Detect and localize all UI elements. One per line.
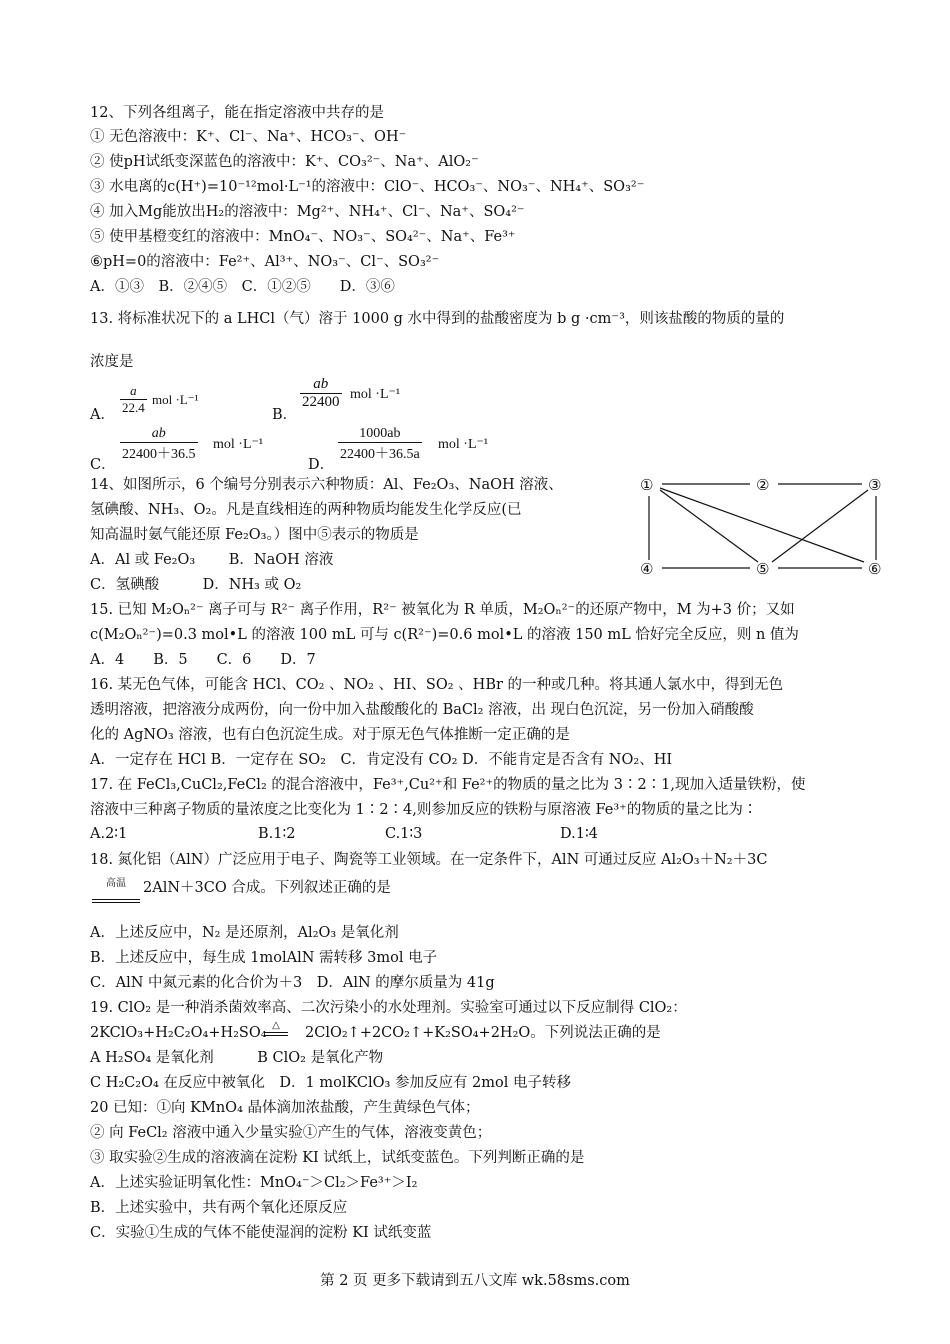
q18-option-b: B．上述反应中，每生成 1molAlN 需转移 3mol 电子 (90, 950, 438, 966)
q16-line-2: 透明溶液，把溶液分成两份，向一份中加入盐酸酸化的 BaCl₂ 溶液，出 现白色沉淀，另一份加入硝酸酸 (90, 702, 754, 718)
q13-unit-c: mol ·L⁻¹ (213, 437, 264, 452)
q14-option-ab: A．Al 或 Fe₂O₃ B．NaOH 溶液 (90, 552, 334, 568)
line-3-5 (772, 490, 868, 562)
line-1-6 (660, 488, 864, 562)
q19-eq-right: 2ClO₂↑+2CO₂↑+K₂SO₄+2H₂O。下列说法正确的是 (305, 1025, 661, 1041)
fraction-denominator: 22400＋36.5a (340, 447, 420, 462)
fraction-numerator: a (120, 383, 147, 400)
q13-unit-a: mol ·L⁻¹ (152, 392, 199, 407)
q19-eq-left: 2KClO₃+H₂C₂O₄+H₂SO₄ (90, 1025, 267, 1041)
q13-stem: 13. 将标准状况下的 a LHCl（气）溶于 1000 g 水中得到的盐酸密度为 b g ·cm⁻³，则该盐酸的物质的量的 (90, 311, 785, 327)
q16-line-1: 16. 某无色气体，可能含 HCl、CO₂ 、NO₂ 、HI、SO₂ 、HBr 的一种或几种。将其通人氯水中，得到无色 (90, 677, 784, 693)
q12-item-2: ② 使pH试纸变深蓝色的溶液中：K⁺、CO₃²⁻、Na⁺、AlO₂⁻ (90, 154, 479, 170)
fraction-denominator: 22400＋36.5 (122, 447, 196, 462)
fraction-denominator: 22400 (302, 394, 340, 410)
fraction-denominator: 22.4 (122, 400, 145, 415)
q15-line-2: c(M₂Oₙ²⁻)=0.3 mol•L 的溶液 100 mL 可与 c(R²⁻)=0.6 mol•L 的溶液 150 mL 恰好完全反应，则 n 值为 (90, 627, 799, 643)
line-1-5 (660, 490, 758, 562)
q13-option-d-label: D． (308, 457, 335, 473)
q20-option-a: A．上述实验证明氧化性：MnO₄⁻＞Cl₂＞Fe³⁺＞I₂ (90, 1175, 418, 1191)
q12-item-1: ① 无色溶液中：K⁺、Cl⁻、Na⁺、HCO₃⁻、OH⁻ (90, 129, 407, 145)
q18-option-a: A．上述反应中，N₂ 是还原剂，Al₂O₃ 是氧化剂 (90, 925, 399, 941)
q18-option-cd: C．AlN 中氮元素的化合价为＋3 D．AlN 的摩尔质量为 41g (90, 975, 495, 991)
node-4: ④ (640, 560, 654, 578)
q20-line-2: ② 向 FeCl₂ 溶液中通入少量实验①产生的气体，溶液变黄色； (90, 1125, 492, 1141)
node-1: ① (640, 476, 654, 494)
q14-line-3: 知高温时氨气能还原 Fe₂O₃。）图中⑤表示的物质是 (90, 527, 419, 543)
q13-stem-2: 浓度是 (90, 354, 134, 370)
q17-option-d: D.1∶4 (560, 826, 598, 842)
q17-line-2: 溶液中三种离子物质的量浓度之比变化为 1∶2∶4,则参加反应的铁粉与原溶液 Fe³⁺的物质的量之比为∶ (90, 802, 758, 818)
node-2: ② (756, 476, 770, 494)
q13-fraction-b (300, 376, 342, 411)
q12-item-4: ④ 加入Mg能放出H₂的溶液中：Mg²⁺、NH₄⁺、Cl⁻、Na⁺、SO₄²⁻ (90, 204, 525, 220)
condition-text: 高温 (106, 878, 126, 889)
q13-fraction-a (120, 383, 147, 416)
node-6: ⑥ (868, 560, 882, 578)
q15-line-1: 15. 已知 M₂Oₙ²⁻ 离子可与 R²⁻ 离子作用，R²⁻ 被氧化为 R 单质，M₂Oₙ²⁻的还原产物中，M 为+3 价；又如 (90, 602, 795, 618)
q17-option-b: B.1∶2 (258, 826, 296, 842)
fraction-numerator: ab (120, 426, 198, 443)
q19-line-1: 19. ClO₂ 是一种消杀菌效率高、二次污染小的水处理剂。实验室可通过以下反应制得 ClO₂： (90, 1000, 687, 1016)
q12-item-5: ⑤ 使甲基橙变红的溶液中：MnO₄⁻、NO₃⁻、SO₄²⁻、Na⁺、Fe³⁺ (90, 229, 516, 245)
q14-option-cd: C．氢碘酸 D．NH₃ 或 O₂ (90, 577, 302, 593)
equals-bars (92, 899, 140, 903)
node-5: ⑤ (756, 560, 770, 578)
fraction-numerator: ab (300, 376, 342, 394)
q12-options: A．①③ B．②④⑤ C．①②⑤ D．③⑥ (90, 279, 395, 295)
q16-line-3: 化的 AgNO₃ 溶液，也有白色沉淀生成。对于原无色气体推断一定正确的是 (90, 727, 570, 743)
q12-item-3: ③ 水电离的c(H⁺)=10⁻¹²mol·L⁻¹的溶液中：ClO⁻、HCO₃⁻、NO₃⁻、NH₄⁺、SO₃²⁻ (90, 179, 645, 195)
q20-option-c: C．实验①生成的气体不能使湿润的淀粉 KI 试纸变蓝 (90, 1225, 432, 1241)
q20-line-3: ③ 取实验②生成的溶液滴在淀粉 KI 试纸上，试纸变蓝色。下列判断正确的是 (90, 1150, 585, 1166)
node-3: ③ (868, 476, 882, 494)
q13-option-a-label: A． (90, 407, 115, 423)
q14-line-2: 氢碘酸、NH₃、O₂。凡是直线相连的两种物质均能发生化学反应(已 (90, 502, 522, 518)
q13-fraction-d (338, 426, 422, 463)
q13-unit-d: mol ·L⁻¹ (438, 437, 489, 452)
q13-unit-b: mol ·L⁻¹ (350, 387, 401, 402)
q12-item-6: ⑥pH=0的溶液中：Fe²⁺、Al³⁺、NO₃⁻、Cl⁻、SO₃²⁻ (90, 254, 440, 270)
q14-reaction-diagram (632, 470, 892, 582)
q19-option-cd: C H₂C₂O₄ 在反应中被氧化 D．1 molKClO₃ 参加反应有 2mol 电子转移 (90, 1075, 571, 1091)
q20-option-b: B．上述实验中，共有两个氧化还原反应 (90, 1200, 348, 1216)
q14-line-1: 14、如图所示，6 个编号分别表示六种物质：Al、Fe₂O₃、NaOH 溶液、 (90, 477, 563, 493)
fraction-numerator: 1000ab (338, 426, 422, 443)
q16-options: A．一定存在 HCl B．一定存在 SO₂ C．肯定没有 CO₂ D．不能肯定是否含有 NO₂、HI (90, 752, 673, 768)
q12-stem: 12、下列各组离子，能在指定溶液中共存的是 (90, 105, 384, 121)
q18-condition (92, 874, 140, 903)
q15-options: A．4 B．5 C．6 D．7 (90, 652, 316, 668)
q17-option-c: C.1∶3 (385, 826, 423, 842)
q19-condition (264, 1020, 288, 1036)
equals-bars (264, 1032, 288, 1036)
q17-line-1: 17. 在 FeCl₃,CuCl₂,FeCl₂ 的混合溶液中，Fe³⁺,Cu²⁺和 Fe²⁺的物质的量之比为 3∶2∶1,现加入适量铁粉，使 (90, 777, 806, 793)
q19-option-ab: A H₂SO₄ 是氧化剂 B ClO₂ 是氧化产物 (90, 1050, 384, 1066)
page-footer: 第 2 页 更多下载请到五八文库 wk.58sms.com (320, 1273, 630, 1289)
q13-fraction-c (120, 426, 198, 463)
q18-line-1: 18. 氮化铝（AlN）广泛应用于电子、陶瓷等工业领域。在一定条件下，AlN 可通过反应 Al₂O₃＋N₂＋3C (90, 852, 768, 868)
condition-text: △ (272, 1020, 280, 1031)
q13-option-b-label: B． (272, 407, 298, 423)
q20-line-1: 20 已知：①向 KMnO₄ 晶体滴加浓盐酸，产生黄绿色气体； (90, 1100, 480, 1116)
q13-option-c-label: C． (90, 457, 116, 473)
q18-line-2: 2AlN＋3CO 合成。下列叙述正确的是 (143, 880, 391, 896)
q17-option-a: A.2∶1 (90, 826, 128, 842)
